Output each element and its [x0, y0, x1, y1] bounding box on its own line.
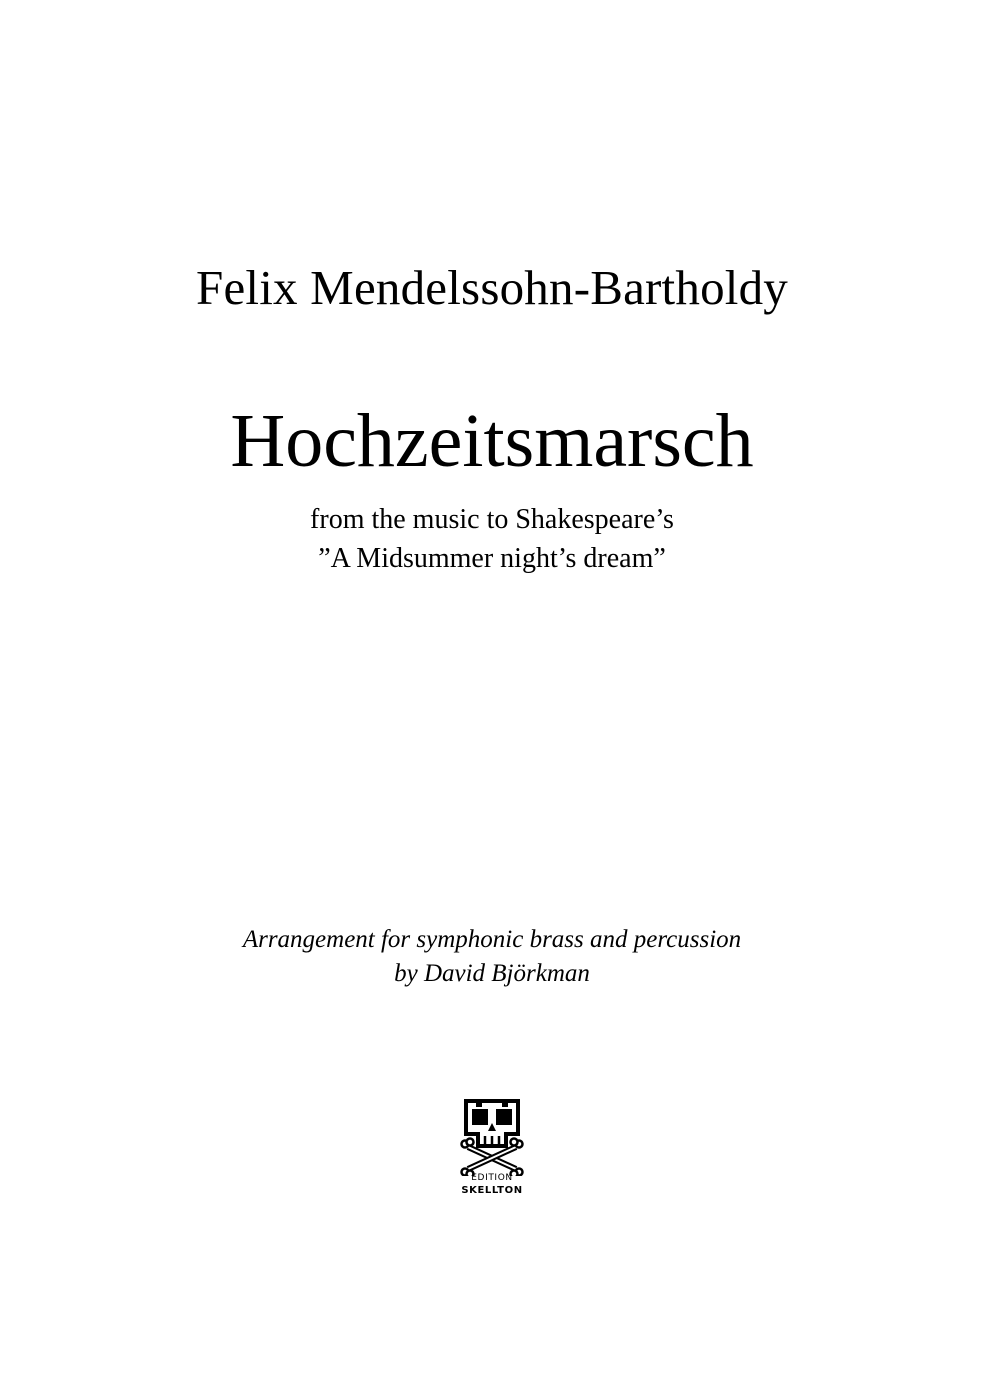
logo-brand-text: SKELLTON	[461, 1185, 523, 1196]
logo-edition-text: EDITION	[471, 1173, 513, 1183]
arrangement-line-1: Arrangement for symphonic brass and percussion	[242, 926, 742, 953]
subtitle-line-2: ”A Midsummer night’s dream”	[318, 543, 666, 574]
publisher-logo	[452, 1096, 532, 1202]
subtitle-line-1: from the music to Shakespeare’s	[310, 504, 674, 535]
skull-crossbones-icon	[452, 1096, 532, 1176]
composer-name: Felix Mendelssohn-Bartholdy	[196, 260, 788, 315]
work-title: Hochzeitsmarsch	[230, 399, 754, 483]
arrangement-line-2: by David Björkman	[394, 960, 590, 987]
